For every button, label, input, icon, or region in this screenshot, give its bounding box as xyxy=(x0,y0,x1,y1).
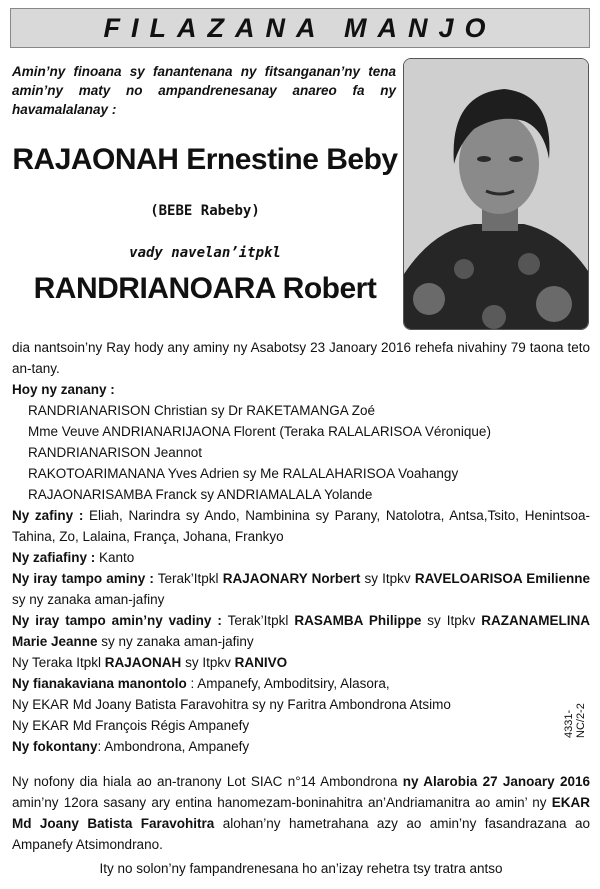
header-banner xyxy=(10,8,590,48)
child-item: RANDRIANARISON Jeannot xyxy=(28,445,203,460)
funeral-date: ny Alarobia 27 Janoary 2016 xyxy=(402,774,590,789)
great-grandchildren-line xyxy=(12,547,590,568)
deceased-alias: (BEBE Rabeby) xyxy=(150,203,260,219)
notice-body xyxy=(12,337,590,879)
child-item: RANDRIANARISON Christian sy Dr RAKETAMANGA Zoé xyxy=(28,403,376,418)
sibling-name: RAVELOARISOA Emilienne xyxy=(414,571,590,586)
sibling-spouse-label: Ny iray tampo amin’ny vadiny : xyxy=(12,613,222,628)
funeral-paragraph xyxy=(12,771,590,855)
child-item: RAJAONARISAMBA Franck sy ANDRIAMALALA Yolande xyxy=(28,487,373,502)
fokontany-label: Ny fokontany xyxy=(12,739,98,754)
teraka-line xyxy=(12,652,590,673)
family-line xyxy=(12,673,590,694)
sibling-spouse-name: RAZANAMELINA Marie Jeanne xyxy=(12,613,591,649)
grandchildren-label: Ny zafiny : xyxy=(12,508,84,523)
sibling-text: sy ny zanaka aman-jafiny xyxy=(12,592,165,607)
funeral-text: amin’ny 12ora sasany ary entina hanomezam-boninahitra an’Andriamanitra ao amin’ ny xyxy=(12,795,552,810)
ekar-line: Ny EKAR Md Joany Batista Faravohitra sy ny Faritra Ambondrona Atsimo xyxy=(12,697,451,712)
sibling-label: Ny iray tampo aminy : xyxy=(12,571,154,586)
sibling-text: Terak’Itpkl xyxy=(153,571,223,586)
grandchildren-text: Eliah, Narindra sy Ando, Nambinina sy Parany, Natolotra, Antsa,Tsito, Henintsoa-Tahina, Zo, Lalaina, França, Johana, Frankyo xyxy=(12,508,591,544)
family-label: Ny fianakaviana manontolo xyxy=(12,676,187,691)
notice-title: FILAZANA MANJO xyxy=(103,12,497,43)
family-text: : Ampanefy, Amboditsiry, Alasora, xyxy=(186,676,390,691)
portrait-photo xyxy=(403,58,589,330)
closing-line: Ity no solon’ny fampandrenesana ho an’izay rehetra tsy tratra antso xyxy=(99,861,503,876)
reference-code: 4331-NC/2-2 xyxy=(563,703,587,738)
ekar-line: Ny EKAR Md François Régis Ampanefy xyxy=(12,718,250,733)
teraka-text: Ny Teraka Itpkl xyxy=(12,655,105,670)
deceased-name: RAJAONAH Ernestine Beby xyxy=(12,143,398,176)
sibling-line xyxy=(12,568,590,610)
sibling-name: RAJAONARY Norbert xyxy=(222,571,361,586)
husband-name: RANDRIANOARA Robert xyxy=(33,272,377,305)
children-label: Hoy ny zanany : xyxy=(12,382,115,397)
sibling-spouse-line xyxy=(12,610,590,652)
widow-of-label: vady navelan’itpkl xyxy=(129,245,281,261)
teraka-text: sy Itpkv xyxy=(181,655,235,670)
announcement-text: dia nantsoin’ny Ray hody any aminy ny Asabotsy 23 Janoary 2016 rehefa nivahiny 79 taona teto an-tany. xyxy=(12,340,590,376)
sibling-spouse-text: sy ny zanaka aman-jafiny xyxy=(97,634,254,649)
fokontany-text: : Ambondrona, Ampanefy xyxy=(97,739,250,754)
intro-text: Amin’ny finoana sy fanantenana ny fitsanganan’ny tena amin’ny maty no ampandrenesanay anareo fa ny havamalalanay : xyxy=(12,64,396,117)
sibling-spouse-text: Terak’Itpkl xyxy=(221,613,295,628)
fokontany-line xyxy=(12,736,590,757)
sibling-spouse-name: RASAMBA Philippe xyxy=(294,613,422,628)
great-grandchildren-label: Ny zafiafiny : xyxy=(12,550,96,565)
funeral-text: Ny nofony dia hiala ao an-tranony Lot SIAC n°14 Ambondrona xyxy=(12,774,403,789)
sibling-spouse-text: sy Itpkv xyxy=(421,613,482,628)
grandchildren-line xyxy=(12,505,590,547)
sibling-text: sy Itpkv xyxy=(360,571,415,586)
funeral-text: alohan’ny hametrahana azy ao amin’ny fasandrazana ao Ampanefy Atsimondrano. xyxy=(12,816,590,852)
teraka-name: RANIVO xyxy=(234,655,288,670)
portrait-icon xyxy=(404,59,589,330)
child-item: Mme Veuve ANDRIANARIJAONA Florent (Teraka RALALARISOA Véronique) xyxy=(28,424,491,439)
funeral-church: EKAR Md Joany Batista Faravohitra xyxy=(12,795,590,831)
teraka-name: RAJAONAH xyxy=(104,655,182,670)
child-item: RAKOTOARIMANANA Yves Adrien sy Me RALALAHARISOA Voahangy xyxy=(28,466,459,481)
great-grandchildren-text: Kanto xyxy=(95,550,135,565)
